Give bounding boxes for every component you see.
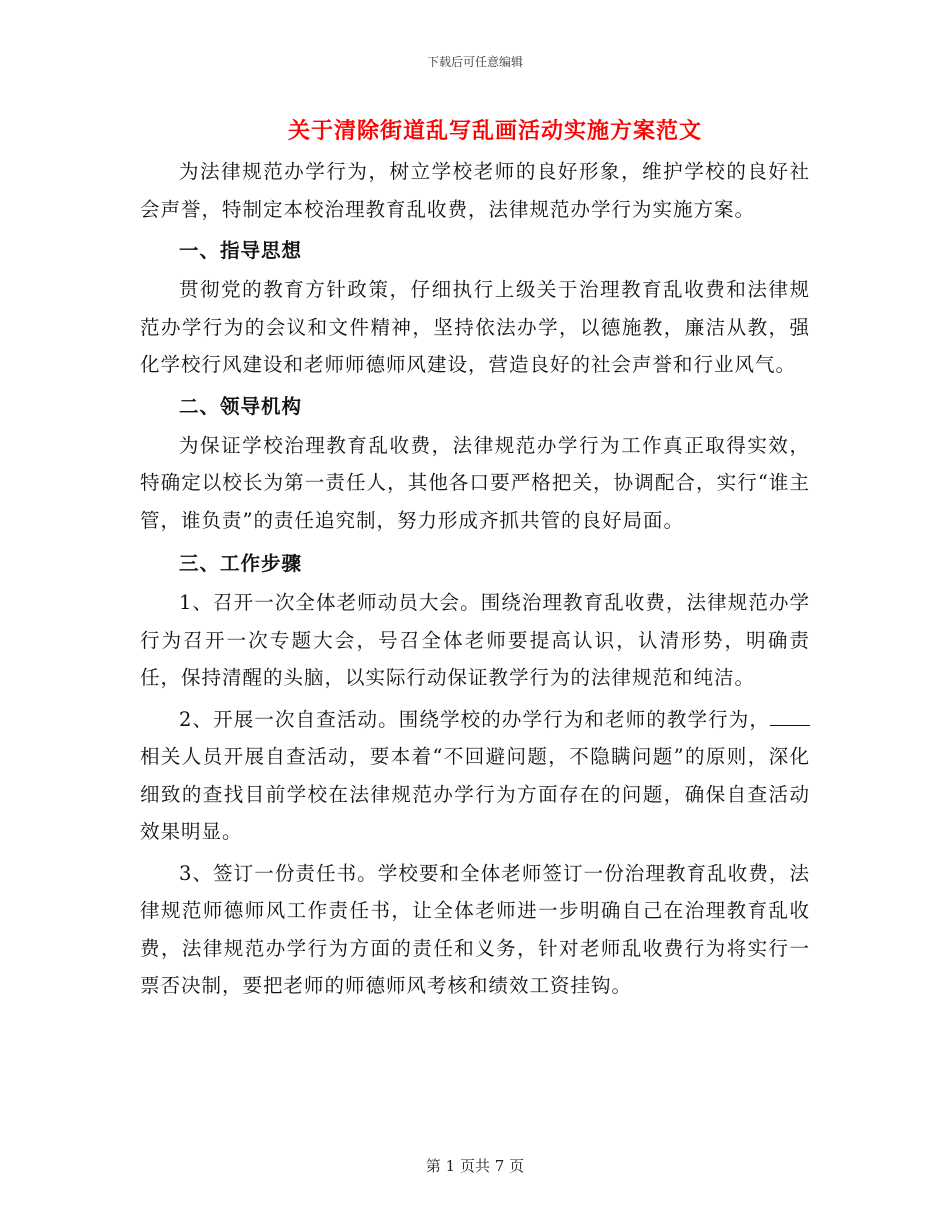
intro-paragraph: 为法律规范办学行为，树立学校老师的良好形象，维护学校的良好社会声誉，特制定本校治理教育乱收费，法律规范办学行为实施方案。 (140, 160, 810, 221)
step-item-2-part-1: 2、开展一次自查活动。围绕学校的办学行为和老师的教学行为， (179, 707, 770, 731)
document-body (140, 153, 810, 1005)
section-heading-work-steps: 三、工作步骤 (179, 552, 303, 575)
step-item-2 (140, 701, 810, 851)
document-title: 关于清除街道乱写乱画活动实施方案范文 (287, 118, 702, 144)
fill-in-blank (770, 707, 810, 726)
section-text-leadership: 为保证学校治理教育乱收费，法律规范办学行为工作真正取得实效，特确定以校长为第一责任人，其他各口要严格把关，协调配合，实行“谁主管，谁负责”的责任追究制，努力形成齐抓共管的良好局面。 (140, 433, 810, 532)
section-text-guiding-ideology: 贯彻党的教育方针政策，仔细执行上级关于治理教育乱收费和法律规范办学行为的会议和文件精神，坚持依法办学，以德施教，廉洁从教，强化学校行风建设和老师师德师风建设，营造良好的社会声誉和行业风气。 (140, 278, 810, 376)
section-heading-guiding-ideology: 一、指导思想 (179, 239, 303, 262)
step-item-3: 3、签订一份责任书。学校要和全体老师签订一份治理教育乱收费，法律规范师德师风工作责任书，让全体老师进一步明确自己在治理教育乱收费，法律规范办学行为方面的责任和义务，针对老师乱收费行为将实行一票否决制，要把老师的师德师风考核和绩效工资挂钩。 (140, 861, 810, 997)
page-footer: 第 1 页共 7 页 (425, 1157, 525, 1175)
header-note: 下载后可任意编辑 (426, 55, 523, 69)
step-item-1: 1、召开一次全体老师动员大会。围绕治理教育乱收费，法律规范办学行为召开一次专题大会，号召全体老师要提高认识，认清形势，明确责任，保持清醒的头脑，以实际行动保证教学行为的法律规范和纯洁。 (140, 591, 810, 689)
section-heading-leadership: 二、领导机构 (179, 394, 303, 418)
step-item-2-part-2: 相关人员开展自查活动，要本着“不回避问题，不隐瞒问题”的原则，深化细致的查找目前学校在法律规范办学行为方面存在的问题，确保自查活动效果明显。 (140, 745, 810, 843)
